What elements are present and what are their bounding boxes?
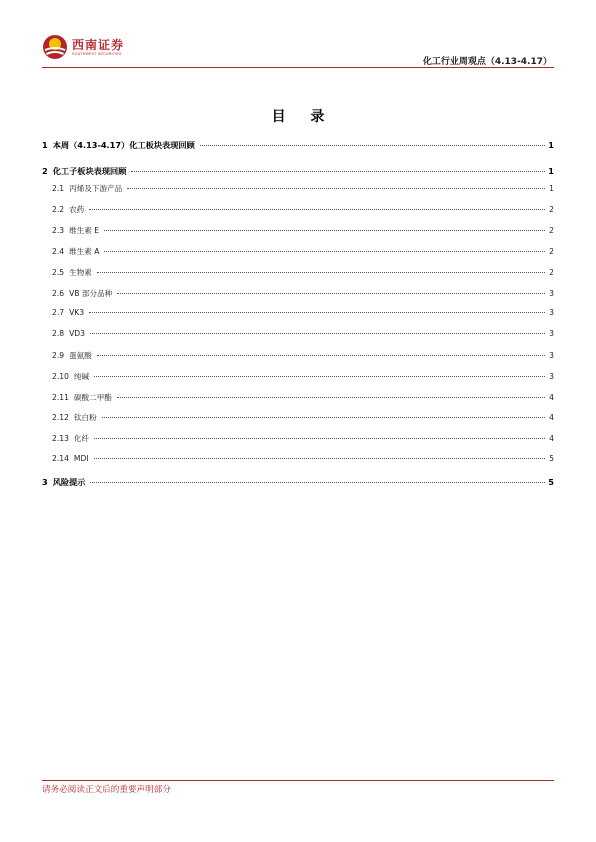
toc-entry-number: 1 [42,140,48,150]
toc-entry-label: 维生素 A [69,247,100,256]
logo-mark-icon [42,34,68,60]
toc-entry-number: 2.11 [52,393,69,402]
toc-entry[interactable] [52,204,554,215]
toc-entry-label: 碳酸二甲酯 [73,393,112,402]
toc-entry-page: 3 [549,289,554,298]
toc-entry-number: 2.6 [52,289,65,298]
toc-dot-leader [127,188,545,189]
toc-entry-number: 2.7 [52,308,65,317]
report-title: 化工行业周观点（4.13-4.17） [422,57,552,67]
toc-dot-leader [102,417,545,418]
toc-entry-label: 风险提示 [52,477,86,487]
toc-entry-page: 3 [549,329,554,338]
toc-entry[interactable] [52,183,554,194]
header-divider [42,67,554,68]
toc-entry-label: 丙烯及下游产品 [69,184,123,193]
toc-entry-number: 2.9 [52,351,65,360]
logo-text [72,38,124,57]
toc-entry-page: 4 [549,434,554,443]
toc-entry-page: 2 [549,268,554,277]
toc-dot-leader [89,312,545,313]
toc-entry[interactable] [52,392,554,403]
toc-entry-page: 1 [548,166,554,176]
toc-entry-label: 蛋氨酸 [69,351,92,360]
toc-entry-number: 2.8 [52,329,65,338]
toc-entry[interactable] [52,350,554,361]
logo-english-name: SOUTHWEST SECURITIES [72,51,122,56]
toc-dot-leader [94,376,545,377]
toc-entry[interactable] [42,166,554,177]
toc-dot-leader [94,458,545,459]
toc-entry[interactable] [52,433,554,444]
toc-dot-leader [131,171,545,172]
toc-dot-leader [90,482,545,483]
toc-entry-page: 5 [548,477,554,487]
toc-entry-number: 3 [42,477,48,487]
toc-dot-leader [97,355,545,356]
toc-dot-leader [104,230,545,231]
toc-entry-label: VB 部分品种 [69,289,113,298]
toc-entry-label: 生物素 [69,268,92,277]
page-header [0,0,596,70]
toc-entry-number: 2.14 [52,454,69,463]
toc-dot-leader [117,397,545,398]
footer-disclaimer: 请务必阅读正文后的重要声明部分 [42,785,171,795]
toc-entry-label: MDI [73,454,89,463]
toc-heading: 目 录 [271,109,335,125]
toc-entry-label: 本周（4.13-4.17）化工板块表现回顾 [52,140,195,150]
toc-entry-page: 4 [549,413,554,422]
toc-entry[interactable] [52,246,554,257]
toc-dot-leader [89,209,545,210]
toc-entry[interactable] [52,267,554,278]
toc-entry[interactable] [52,371,554,382]
toc-entry-label: 农药 [69,205,85,214]
toc-entry-page: 2 [549,205,554,214]
toc-entry-number: 2.5 [52,268,65,277]
toc-entry-label: VD3 [69,329,85,338]
logo-chinese-name: 西南证券 [72,37,125,52]
toc-entry[interactable] [42,140,554,151]
toc-dot-leader [97,272,545,273]
toc-entry-number: 2.13 [52,434,69,443]
toc-entry-number: 2.10 [52,372,69,381]
footer-divider [42,780,554,781]
toc-entry[interactable] [52,412,554,423]
toc-entry-page: 3 [549,372,554,381]
toc-entry-page: 3 [549,351,554,360]
toc-entry[interactable] [52,225,554,236]
toc-entry-number: 2.3 [52,226,65,235]
toc-entry-page: 3 [549,308,554,317]
toc-entry-page: 4 [549,393,554,402]
toc-entry[interactable] [52,308,554,317]
toc-entry-number: 2.2 [52,205,65,214]
toc-entry-number: 2.12 [52,413,69,422]
toc-entry-page: 5 [549,454,554,463]
toc-dot-leader [104,251,545,252]
toc-entry[interactable] [52,329,554,338]
toc-entry-label: 化纤 [73,434,90,443]
toc-entry-label: 化工子板块表现回顾 [52,166,127,176]
toc-entry-page: 2 [549,247,554,256]
toc-dot-leader [117,293,545,294]
toc-entry-number: 2.4 [52,247,65,256]
toc-entry-number: 2 [42,166,48,176]
toc-entry-label: 钛白粉 [73,413,97,422]
company-logo [42,34,124,60]
toc-entry[interactable] [52,288,554,299]
toc-entry-label: VK3 [69,308,85,317]
toc-entry-page: 1 [548,140,554,150]
toc-entry-number: 2.1 [52,184,65,193]
toc-entry[interactable] [42,477,554,488]
toc-entry-label: 纯碱 [73,372,90,381]
toc-dot-leader [200,145,545,146]
toc-entry-page: 2 [549,226,554,235]
toc-entry[interactable] [52,454,554,463]
toc-dot-leader [94,438,545,439]
toc-dot-leader [90,333,545,334]
toc-entry-page: 1 [549,184,554,193]
toc-entry-label: 维生素 E [69,226,100,235]
